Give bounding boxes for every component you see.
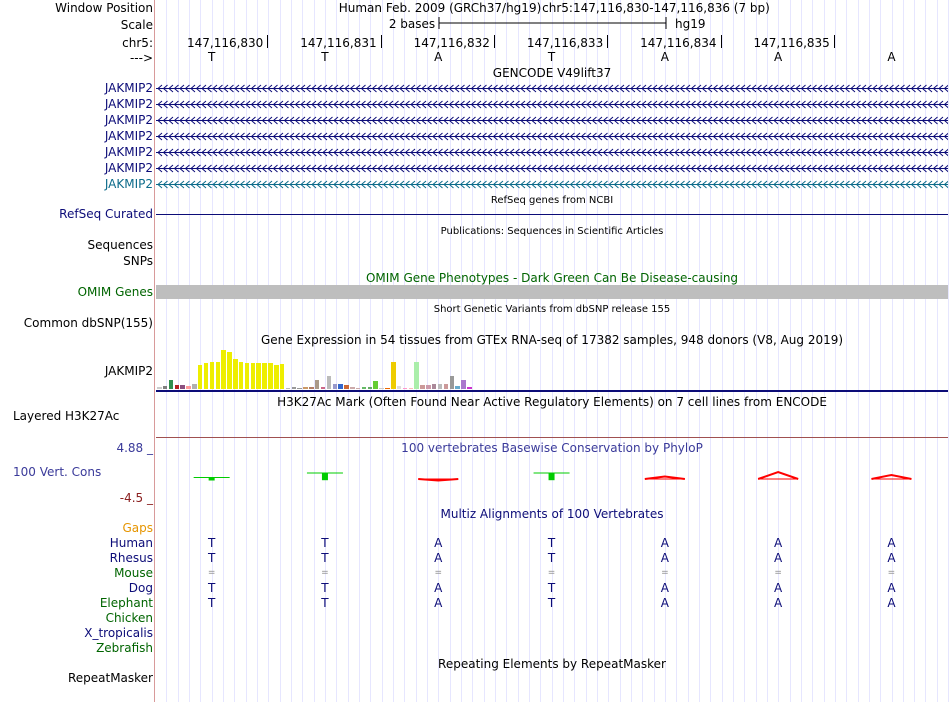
multiz-base: T: [321, 581, 329, 595]
sequence-base: T: [547, 50, 556, 64]
strand-label: --->: [129, 51, 153, 65]
gtex-tissue-bar[interactable]: [356, 388, 361, 389]
gtex-tissue-bar[interactable]: [297, 388, 302, 389]
phylop-plot[interactable]: [156, 460, 948, 484]
gtex-tissue-bar[interactable]: [274, 365, 279, 389]
gtex-tissue-bar[interactable]: [157, 387, 162, 389]
ruler-coordinate: 147,116,830: [186, 36, 264, 50]
gtex-tissue-bar[interactable]: [350, 387, 355, 389]
gtex-tissue-bar[interactable]: [373, 381, 378, 389]
phylop-max: 4.88 _: [116, 441, 153, 455]
assembly-text: Human Feb. 2009 (GRCh37/hg19): [338, 1, 542, 15]
transcript-arrows-icon: [156, 115, 948, 126]
multiz-base: T: [547, 551, 556, 565]
sequence-base: A: [660, 50, 669, 64]
multiz-base: =: [661, 568, 669, 578]
dbsnp-label[interactable]: Common dbSNP(155): [23, 316, 153, 330]
chrom-label: chr5:: [122, 36, 153, 50]
gtex-tissue-bar[interactable]: [432, 384, 437, 389]
multiz-species-label[interactable]: Human: [109, 536, 153, 550]
gtex-tissue-bar[interactable]: [239, 362, 244, 389]
ruler-tick: [494, 35, 495, 48]
refseq-line: [156, 214, 948, 215]
label-divider: [154, 0, 155, 702]
multiz-species-label[interactable]: Dog: [128, 581, 153, 595]
scale-value: 2 bases: [388, 17, 436, 31]
h3k27ac-title: H3K27Ac Mark (Often Found Near Active Regulatory Elements) on 7 cell lines from ENCODE: [277, 395, 827, 409]
publications-title: Publications: Sequences in Scientific Articles: [440, 226, 664, 237]
h3k27ac-line: [156, 437, 948, 438]
refseq-label[interactable]: RefSeq Curated: [59, 207, 153, 221]
gtex-tissue-bar[interactable]: [385, 388, 390, 389]
multiz-base: A: [434, 536, 443, 550]
gtex-tissue-bar[interactable]: [292, 387, 297, 389]
gtex-tissue-bar[interactable]: [216, 362, 221, 389]
multiz-base: T: [207, 596, 216, 610]
multiz-base: T: [547, 536, 556, 550]
gtex-tissue-bar[interactable]: [409, 388, 414, 389]
multiz-base: A: [887, 536, 896, 550]
ruler-coordinate: 147,116,833: [526, 36, 604, 50]
gtex-tissue-bar[interactable]: [233, 359, 238, 389]
multiz-base: =: [887, 568, 896, 578]
gencode-transcript-line[interactable]: [156, 179, 948, 190]
gtex-tissue-bar[interactable]: [391, 362, 396, 389]
gtex-label[interactable]: JAKMIP2: [104, 364, 153, 378]
gtex-tissue-bar[interactable]: [327, 376, 332, 389]
gtex-tissue-bar[interactable]: [438, 384, 443, 389]
ruler-tick: [267, 35, 268, 48]
ruler-tick: [721, 35, 722, 48]
dbsnp-title: Short Genetic Variants from dbSNP release 155: [433, 304, 671, 315]
phylop-title: 100 vertebrates Basewise Conservation by PhyloP: [401, 441, 703, 455]
multiz-base: =: [207, 568, 216, 578]
multiz-base: A: [660, 536, 669, 550]
multiz-base: =: [547, 568, 556, 578]
gtex-tissue-bar[interactable]: [303, 387, 308, 389]
sequence-base: A: [774, 50, 783, 64]
gencode-transcript-label[interactable]: JAKMIP2: [104, 161, 153, 175]
multiz-base: T: [207, 551, 216, 565]
gencode-transcript-label[interactable]: JAKMIP2: [104, 113, 153, 127]
publications-sequences-label[interactable]: Sequences: [87, 238, 153, 252]
gencode-transcript-label[interactable]: JAKMIP2: [104, 129, 153, 143]
gtex-tissue-bar[interactable]: [169, 380, 174, 389]
multiz-base: A: [434, 596, 443, 610]
gtex-tissue-bar[interactable]: [186, 386, 191, 389]
gtex-tissue-bar[interactable]: [309, 387, 314, 389]
gencode-transcript-label[interactable]: JAKMIP2: [104, 81, 153, 95]
multiz-species-label[interactable]: X_tropicalis: [84, 626, 153, 640]
transcript-arrows-icon: [156, 147, 948, 158]
gtex-tissue-bar[interactable]: [461, 380, 466, 389]
repeatmasker-title: Repeating Elements by RepeatMasker: [438, 657, 666, 671]
multiz-base: =: [321, 568, 329, 578]
gencode-transcript-line[interactable]: [156, 147, 948, 158]
multiz-base: A: [774, 581, 783, 595]
multiz-base: T: [321, 596, 329, 610]
gtex-tissue-bar[interactable]: [198, 365, 203, 389]
multiz-species-label[interactable]: Mouse: [114, 566, 153, 580]
gtex-title: Gene Expression in 54 tissues from GTEx RNA-seq of 17382 samples, 948 donors (V8, Aug 2019): [260, 333, 844, 347]
gtex-tissue-bar[interactable]: [315, 380, 320, 389]
phylop-value-mark[interactable]: [645, 477, 685, 480]
multiz-base: A: [774, 536, 783, 550]
gencode-transcript-line[interactable]: [156, 163, 948, 174]
ruler-coordinate: 147,116,834: [640, 36, 717, 50]
gtex-tissue-bar[interactable]: [397, 386, 402, 389]
gencode-transcript-line[interactable]: [156, 115, 948, 126]
gencode-title: GENCODE V49lift37: [492, 66, 612, 80]
gtex-tissue-bar[interactable]: [379, 388, 384, 389]
ruler-tick: [381, 35, 382, 48]
gtex-tissue-bar[interactable]: [268, 363, 273, 389]
gtex-tissue-bar[interactable]: [180, 385, 185, 389]
gtex-tissue-bar[interactable]: [414, 362, 419, 389]
gtex-tissue-bar[interactable]: [175, 385, 180, 389]
phylop-value-mark[interactable]: [307, 473, 343, 480]
gencode-transcript-line[interactable]: [156, 83, 948, 94]
multiz-species-label[interactable]: Gaps: [122, 521, 153, 535]
gtex-tissue-bar[interactable]: [467, 387, 472, 389]
multiz-base: A: [434, 581, 443, 595]
multiz-base: A: [660, 596, 669, 610]
multiz-species-label[interactable]: Elephant: [99, 596, 153, 610]
multiz-species-label[interactable]: Chicken: [105, 611, 153, 625]
scale-bar: [438, 16, 668, 30]
multiz-base: =: [434, 568, 443, 578]
transcript-arrows-icon: [156, 163, 948, 174]
gtex-tissue-bar[interactable]: [192, 384, 197, 389]
sequence-base: T: [207, 50, 216, 64]
repeatmasker-label[interactable]: RepeatMasker: [67, 671, 153, 685]
gtex-tissue-bar[interactable]: [450, 376, 455, 389]
omim-title: OMIM Gene Phenotypes - Dark Green Can Be Disease-causing: [365, 271, 739, 285]
publications-snps-label[interactable]: SNPs: [123, 254, 153, 268]
gtex-bars[interactable]: [156, 346, 948, 389]
multiz-base: =: [774, 568, 782, 578]
scale-label: Scale: [120, 18, 153, 32]
gtex-tissue-bar[interactable]: [227, 352, 232, 389]
ruler-tick: [834, 35, 835, 48]
multiz-base: A: [774, 596, 783, 610]
gencode-transcript-label[interactable]: JAKMIP2: [104, 97, 153, 111]
transcript-arrows-icon: [156, 83, 948, 94]
ruler-tick: [607, 35, 608, 48]
multiz-base: T: [547, 581, 556, 595]
multiz-base: A: [887, 596, 896, 610]
gtex-tissue-bar[interactable]: [251, 363, 256, 389]
multiz-base: A: [434, 551, 443, 565]
ruler-coordinate: 147,116,835: [753, 36, 830, 50]
multiz-base: T: [207, 581, 216, 595]
gencode-transcript-label[interactable]: JAKMIP2: [104, 177, 153, 191]
gtex-tissue-bar[interactable]: [245, 363, 250, 389]
multiz-title: Multiz Alignments of 100 Vertebrates: [440, 507, 664, 521]
multiz-base: A: [660, 551, 669, 565]
position-text: chr5:147,116,830-147,116,836 (7 bp): [542, 1, 770, 15]
gtex-baseline: [156, 390, 948, 392]
gtex-tissue-bar[interactable]: [321, 387, 326, 389]
sequence-base: A: [434, 50, 443, 64]
omim-label[interactable]: OMIM Genes: [77, 285, 153, 299]
transcript-arrows-icon: [156, 99, 948, 110]
gencode-transcript-label[interactable]: JAKMIP2: [104, 145, 153, 159]
refseq-title: RefSeq genes from NCBI: [490, 195, 614, 206]
gtex-tissue-bar[interactable]: [280, 364, 285, 389]
multiz-base: T: [321, 536, 329, 550]
gtex-tissue-bar[interactable]: [362, 387, 367, 389]
phylop-value-mark[interactable]: [758, 472, 798, 479]
phylop-label[interactable]: 100 Vert. Cons: [13, 465, 102, 479]
multiz-species-label[interactable]: Zebrafish: [96, 641, 153, 655]
gtex-tissue-bar[interactable]: [286, 388, 291, 389]
gtex-tissue-bar[interactable]: [338, 384, 343, 389]
gtex-tissue-bar[interactable]: [163, 386, 168, 389]
multiz-base: A: [660, 581, 669, 595]
gtex-tissue-bar[interactable]: [403, 388, 408, 389]
multiz-base: A: [774, 551, 783, 565]
sequence-base: T: [321, 50, 329, 64]
gtex-tissue-bar[interactable]: [210, 362, 215, 389]
gtex-tissue-bar[interactable]: [368, 387, 373, 389]
phylop-value-mark[interactable]: [418, 479, 458, 481]
multiz-base: T: [207, 536, 216, 550]
scale-db: hg19: [675, 17, 706, 31]
grid-line: [948, 0, 949, 702]
gtex-tissue-bar[interactable]: [221, 350, 226, 389]
omim-bar[interactable]: [156, 285, 948, 299]
gtex-tissue-bar[interactable]: [344, 385, 349, 389]
multiz-base: T: [321, 551, 329, 565]
gtex-tissue-bar[interactable]: [426, 385, 431, 389]
gencode-transcript-line[interactable]: [156, 131, 948, 142]
h3k27ac-label[interactable]: Layered H3K27Ac: [13, 409, 120, 423]
transcript-arrows-icon: [156, 179, 948, 190]
phylop-value-mark[interactable]: [871, 475, 911, 479]
gtex-tissue-bar[interactable]: [455, 386, 460, 389]
ruler-coordinate: 147,116,831: [300, 36, 377, 50]
multiz-species-label[interactable]: Rhesus: [109, 551, 153, 565]
multiz-base: A: [887, 551, 896, 565]
gtex-tissue-bar[interactable]: [262, 363, 267, 389]
window-position-label: Window Position: [55, 1, 153, 15]
phylop-min: -4.5 _: [119, 491, 153, 505]
transcript-arrows-icon: [156, 131, 948, 142]
phylop-value-mark[interactable]: [194, 478, 230, 481]
gtex-tissue-bar[interactable]: [204, 363, 209, 389]
gtex-tissue-bar[interactable]: [256, 363, 261, 389]
multiz-base: A: [887, 581, 896, 595]
sequence-base: A: [887, 50, 896, 64]
ruler-coordinate: 147,116,832: [413, 36, 490, 50]
gtex-tissue-bar[interactable]: [420, 385, 425, 389]
gtex-tissue-bar[interactable]: [333, 384, 338, 389]
phylop-value-mark[interactable]: [534, 473, 570, 480]
multiz-base: T: [547, 596, 556, 610]
gtex-tissue-bar[interactable]: [444, 384, 449, 389]
gencode-transcript-line[interactable]: [156, 99, 948, 110]
